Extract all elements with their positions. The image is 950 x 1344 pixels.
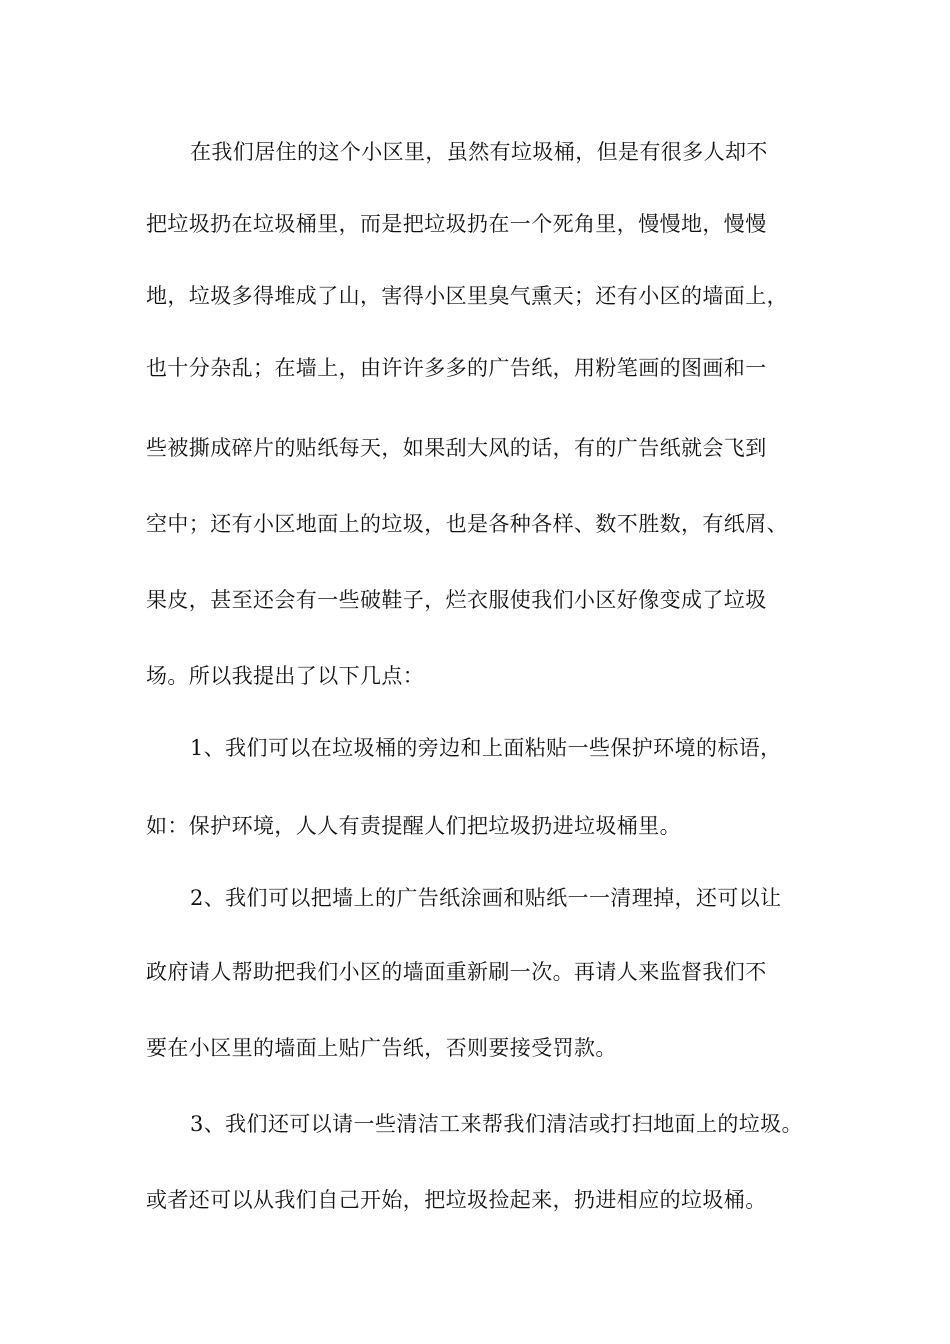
paragraph-1-line-1: 在我们居住的这个小区里，虽然有垃圾桶，但是有很多人却不 [190,140,768,164]
point-3-line-2: 或者还可以从我们自己开始，把垃圾捡起来，扔进相应的垃圾桶。 [146,1188,767,1212]
paragraph-1-line-8: 场。所以我提出了以下几点： [146,664,425,688]
paragraph-1-line-7: 果皮，甚至还会有一些破鞋子，烂衣服使我们小区好像变成了垃圾 [146,588,767,612]
point-2-line-1: 2、我们可以把墙上的广告纸涂画和贴纸一一清理掉，还可以让 [190,886,782,910]
paragraph-1-line-5: 些被撕成碎片的贴纸每天，如果刮大风的话，有的广告纸就会飞到 [146,436,767,460]
point-2-line-2: 政府请人帮助把我们小区的墙面重新刷一次。再请人来监督我们不 [146,960,767,984]
point-1-line-1: 1、我们可以在垃圾桶的旁边和上面粘贴一些保护环境的标语， [190,736,782,760]
point-2-line-3: 要在小区里的墙面上贴广告纸，否则要接受罚款。 [146,1036,617,1060]
paragraph-1-line-6: 空中；还有小区地面上的垃圾，也是各种各样、数不胜数，有纸屑、 [146,512,788,536]
point-3-line-1: 3、我们还可以请一些清洁工来帮我们清洁或打扫地面上的垃圾。 [190,1112,803,1136]
paragraph-1-line-3: 地，垃圾多得堆成了山，害得小区里臭气熏天；还有小区的墙面上， [146,284,788,308]
paragraph-1-line-2: 把垃圾扔在垃圾桶里，而是把垃圾扔在一个死角里，慢慢地，慢慢 [146,212,767,236]
paragraph-1-line-4: 也十分杂乱；在墙上，由许许多多的广告纸，用粉笔画的图画和一 [146,356,767,380]
point-1-line-2: 如：保护环境，人人有责提醒人们把垃圾扔进垃圾桶里。 [146,814,681,838]
